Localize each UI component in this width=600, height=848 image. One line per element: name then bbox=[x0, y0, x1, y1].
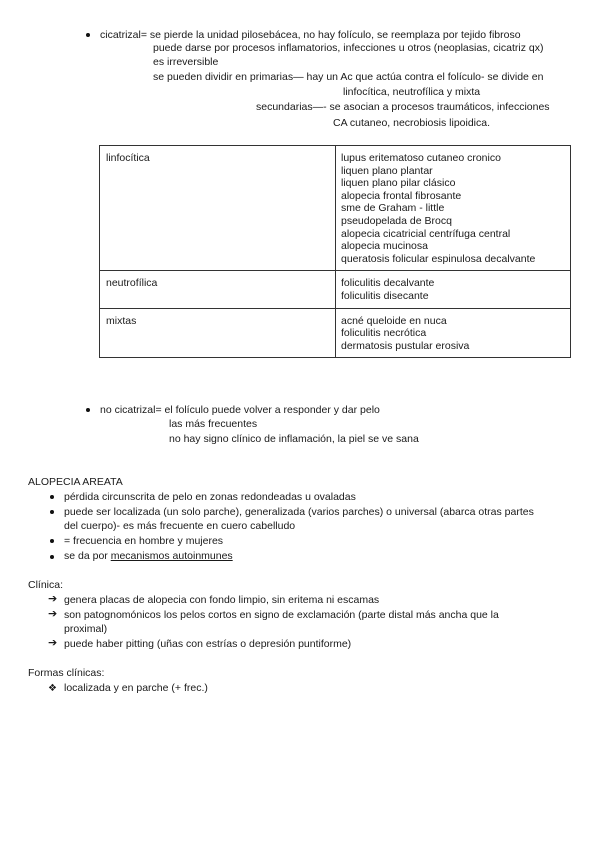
alopecia-areata-heading: ALOPECIA AREATA bbox=[28, 476, 123, 488]
formas-item-1: localizada y en parche (+ frec.) bbox=[64, 682, 208, 694]
no-cicatrizal-line-1: no cicatrizal= el folículo puede volver a responder y dar pelo bbox=[100, 404, 380, 416]
table-cell-type: mixtas bbox=[100, 308, 336, 358]
cicatrizal-line-3: es irreversible bbox=[153, 56, 219, 68]
cicatrizal-line-2: puede darse por procesos inflamatorios, infecciones u otros (neoplasias, cicatriz qx) bbox=[153, 42, 544, 54]
classification-table bbox=[99, 145, 571, 358]
list-item: alopecia cicatricial centrífuga central bbox=[341, 227, 511, 240]
table-cell-items bbox=[336, 146, 571, 271]
cicatrizal-line-6: secundarias—- se asocian a procesos traumáticos, infecciones bbox=[256, 101, 550, 113]
no-cicatrizal-line-2: las más frecuentes bbox=[169, 418, 258, 430]
bullet-dot bbox=[50, 555, 54, 559]
table-row bbox=[100, 308, 571, 358]
cicatrizal-line-7: CA cutaneo, necrobiosis lipoidica. bbox=[333, 117, 491, 129]
list-item: pseudopelada de Brocq bbox=[341, 214, 452, 227]
clinica-heading: Clínica: bbox=[28, 579, 64, 591]
bullet-dot bbox=[50, 510, 54, 514]
clinica-item-2b: proximal) bbox=[64, 623, 108, 635]
list-item: acné queloide en nuca bbox=[341, 314, 447, 327]
list-item: lupus eritematoso cutaneo cronico bbox=[341, 152, 501, 164]
list-item: liquen plano pilar clásico bbox=[341, 177, 456, 190]
table-row bbox=[100, 271, 571, 308]
areata-bullet-4 bbox=[64, 550, 233, 563]
bullet-dot bbox=[86, 408, 90, 412]
table-cell-items bbox=[336, 308, 571, 358]
list-item: queratosis folicular espinulosa decalvante bbox=[341, 252, 536, 265]
list-item: sme de Graham - little bbox=[341, 202, 445, 215]
no-cicatrizal-line-3: no hay signo clínico de inflamación, la piel se ve sana bbox=[169, 433, 419, 445]
autoimmune-mechanisms-text: mecanismos autoinmunes bbox=[110, 550, 233, 562]
clinica-item-2a: son patognomónicos los pelos cortos en signo de exclamación (parte distal más ancha que la bbox=[64, 609, 499, 621]
arrow-icon: ➔ bbox=[48, 637, 58, 649]
bullet-dot bbox=[50, 539, 54, 543]
areata-bullet-2b: del cuerpo)- es más frecuente en cuero cabelludo bbox=[64, 520, 296, 532]
list-item: liquen plano plantar bbox=[341, 164, 433, 177]
table-cell-type: linfocítica bbox=[100, 146, 336, 271]
clinica-item-1: genera placas de alopecia con fondo limpio, sin eritema ni escamas bbox=[64, 594, 380, 606]
clinica-item-3: puede haber pitting (uñas con estrías o depresión puntiforme) bbox=[64, 638, 352, 650]
list-item: alopecia frontal fibrosante bbox=[341, 189, 462, 202]
bullet-dot bbox=[50, 495, 54, 499]
cicatrizal-line-5: linfocítica, neutrofílica y mixta bbox=[343, 86, 481, 98]
cicatrizal-line-4: se pueden dividir en primarias— hay un Ac que actúa contra el folículo- se divide en bbox=[153, 71, 544, 83]
bullet-dot bbox=[86, 33, 90, 37]
areata-bullet-3: = frecuencia en hombre y mujeres bbox=[64, 535, 224, 547]
table-cell-items bbox=[336, 271, 571, 308]
arrow-icon: ➔ bbox=[48, 593, 58, 605]
arrow-icon: ➔ bbox=[48, 608, 58, 620]
areata-bullet-4-prefix: se da por bbox=[64, 550, 111, 562]
areata-bullet-1: pérdida circunscrita de pelo en zonas redondeadas u ovaladas bbox=[64, 491, 356, 503]
list-item: foliculitis decalvante bbox=[341, 277, 435, 290]
formas-heading: Formas clínicas: bbox=[28, 667, 105, 679]
diamond-bullet-icon: ❖ bbox=[48, 683, 57, 694]
list-item: dermatosis pustular erosiva bbox=[341, 339, 470, 352]
cicatrizal-line-1: cicatrizal= se pierde la unidad pilosebácea, no hay folículo, se reemplaza por tejido fibroso bbox=[100, 29, 521, 41]
list-item: foliculitis disecante bbox=[341, 289, 429, 302]
list-item: alopecia mucinosa bbox=[341, 240, 428, 253]
list-item: foliculitis necrótica bbox=[341, 327, 427, 340]
table-row bbox=[100, 146, 571, 271]
areata-bullet-2a: puede ser localizada (un solo parche), generalizada (varios parches) o universal (abarca otras partes bbox=[64, 506, 534, 518]
table-cell-type: neutrofílica bbox=[100, 271, 336, 308]
